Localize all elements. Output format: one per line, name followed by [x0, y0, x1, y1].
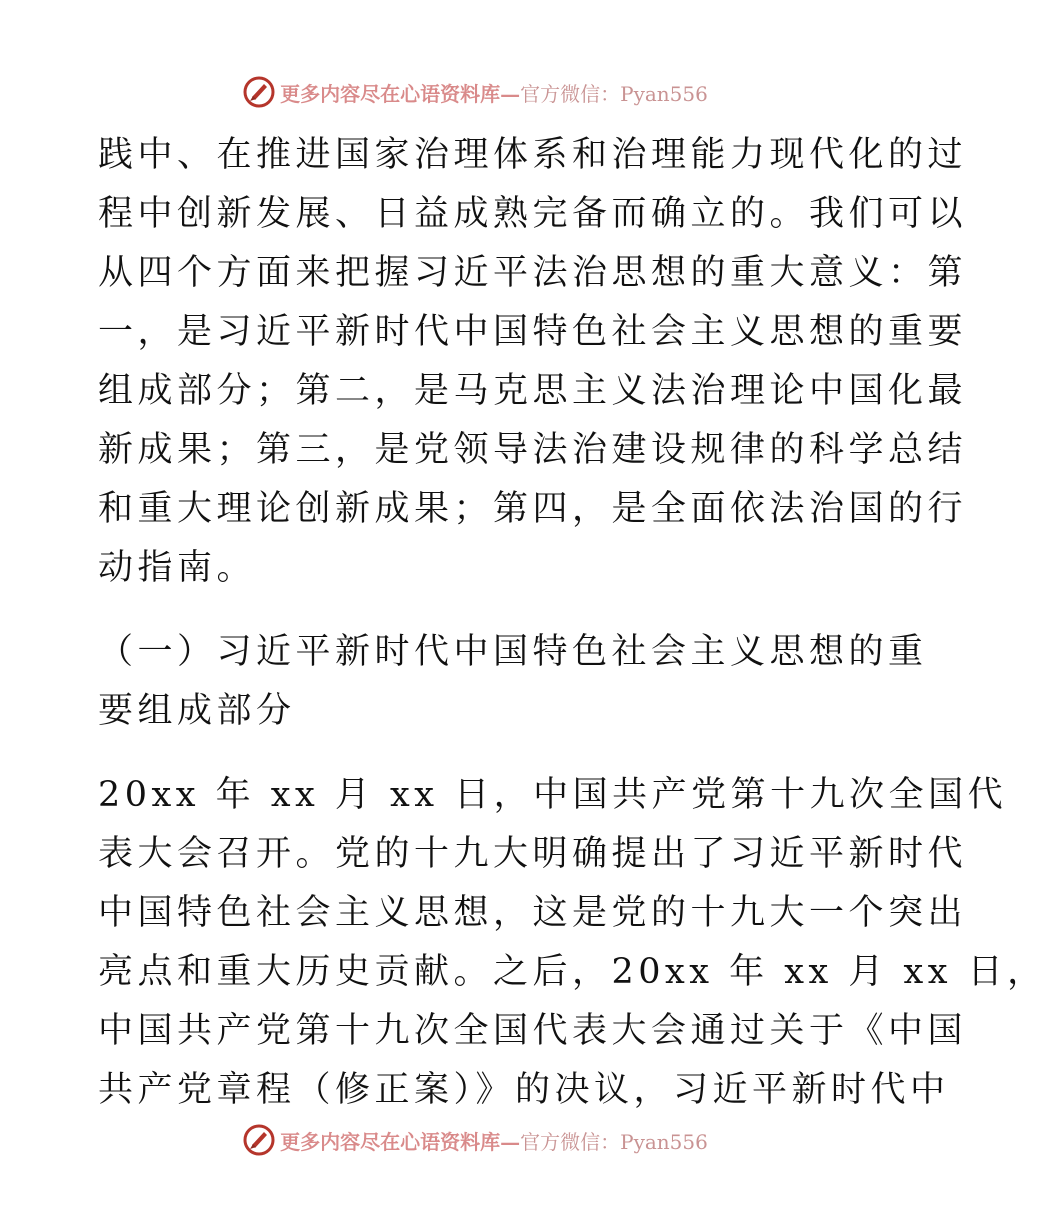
text-line: 动指南。: [98, 548, 257, 588]
text-line: 亮点和重大历史贡献。之后，20xx 年 xx 月 xx 日，: [98, 952, 1047, 992]
footer-banner: [0, 1120, 950, 1160]
text-line: 程中创新发展、日益成熟完备而确立的。我们可以: [98, 194, 968, 234]
heading-line: （一）习近平新时代中国特色社会主义思想的重: [98, 632, 928, 672]
header-banner-text: 更多内容尽在心语资料库—官方微信：Pyan556: [280, 81, 708, 106]
text-line: 从四个方面来把握习近平法治思想的重大意义：第: [98, 253, 968, 293]
document-body: [98, 126, 1047, 1120]
header-banner: [0, 72, 950, 112]
library-logo-icon: [242, 1123, 276, 1157]
text-line: 共产党章程（修正案）》的决议，习近平新时代中: [98, 1070, 950, 1110]
paragraph-intro: [98, 126, 968, 598]
text-line: 中国特色社会主义思想，这是党的十九大一个突出: [98, 893, 968, 933]
text-line: 20xx 年 xx 月 xx 日，中国共产党第十九次全国代: [98, 775, 1008, 815]
heading-line: 要组成部分: [98, 691, 296, 731]
text-line: 表大会召开。党的十九大明确提出了习近平新时代: [98, 834, 968, 874]
text-line: 中国共产党第十九次全国代表大会通过关于《中国: [98, 1011, 968, 1051]
text-line: 和重大理论创新成果；第四，是全面依法治国的行: [98, 489, 968, 529]
text-line: 践中、在推进国家治理体系和治理能力现代化的过: [98, 135, 968, 175]
text-line: 新成果；第三，是党领导法治建设规律的科学总结: [98, 430, 968, 470]
library-logo-icon: [242, 75, 276, 109]
section-heading: [98, 623, 928, 741]
footer-banner-text: 更多内容尽在心语资料库—官方微信：Pyan556: [280, 1129, 708, 1154]
text-line: 组成部分；第二，是马克思主义法治理论中国化最: [98, 371, 968, 411]
paragraph-main: [98, 766, 1047, 1120]
text-line: 一，是习近平新时代中国特色社会主义思想的重要: [98, 312, 968, 352]
